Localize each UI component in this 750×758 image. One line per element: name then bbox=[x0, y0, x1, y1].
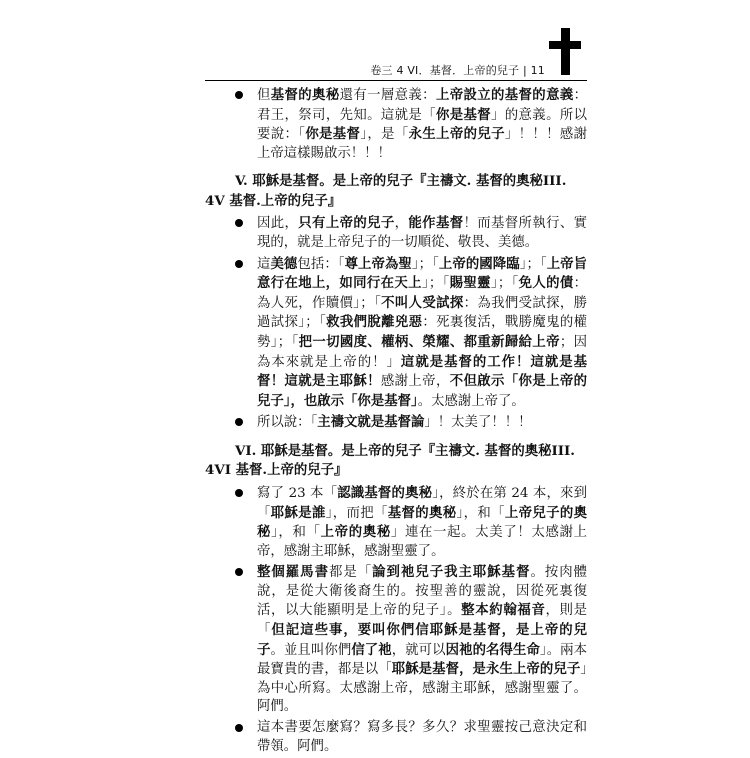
body-text: 」，和「 bbox=[271, 525, 321, 541]
emphasis-text: 不叫人受試探 bbox=[381, 294, 464, 311]
bullet-dot-icon bbox=[235, 260, 243, 268]
emphasis-text: 整本約翰福音 bbox=[461, 602, 546, 619]
body-text: 」的意義。所以要說：「 bbox=[257, 107, 587, 143]
body-text: ；因為本來就是上帝的！」 bbox=[257, 334, 587, 370]
emphasis-text: 基督的奧秘 bbox=[387, 504, 457, 521]
bullet-dot-icon bbox=[235, 489, 243, 497]
body-text: ，則是「 bbox=[257, 603, 588, 639]
emphasis-text: 永生上帝的兒子 bbox=[408, 126, 505, 143]
emphasis-text: 論到祂兒子我主耶穌基督 bbox=[372, 564, 531, 581]
body-text: 」連在一起。太美了！太感謝上帝，感謝主耶穌，感謝聖靈了。 bbox=[257, 525, 588, 559]
bullet-dot-icon bbox=[235, 568, 243, 576]
cross-icon bbox=[549, 28, 581, 75]
body-text: 」，而把「 bbox=[325, 505, 388, 521]
emphasis-text: 只有上帝的兒子 bbox=[298, 215, 395, 232]
body-text: 。並且叫你們 bbox=[270, 642, 352, 658]
body-text: 」，是「 bbox=[360, 127, 409, 143]
body-text: 」；「 bbox=[411, 256, 439, 272]
body-text: 」為中心所寫。太感謝上帝，感謝主耶穌，感謝聖靈了。阿們。 bbox=[257, 662, 588, 715]
page-body bbox=[205, 86, 587, 758]
body-text: 」！！！感謝上帝這樣賜啟示！！！ bbox=[257, 127, 588, 161]
emphasis-text: 上帝的國降臨 bbox=[438, 255, 520, 272]
body-text: ， bbox=[394, 216, 409, 232]
emphasis-text: 上帝旨意行在地上，如同行在天上 bbox=[257, 255, 588, 292]
emphasis-text: 免人的債 bbox=[518, 275, 574, 292]
section-heading bbox=[205, 442, 587, 481]
body-text: 還有一層意義： bbox=[339, 88, 436, 103]
body-text: 但 bbox=[257, 88, 271, 103]
body-text: ：君王，祭司，先知。這就是「 bbox=[257, 88, 587, 123]
body-text: 。太感謝上帝了。 bbox=[417, 393, 525, 409]
emphasis-text: 不但啟示「你是上帝的兒子」，也啟示「你是基督」 bbox=[257, 373, 587, 409]
bullet-item bbox=[205, 413, 587, 433]
emphasis-text: 美德 bbox=[270, 255, 298, 272]
emphasis-text: 耶穌是基督，是永生上帝的兒子 bbox=[391, 661, 581, 678]
body-text: 」，終於在第 24 本，來到「 bbox=[257, 485, 587, 521]
emphasis-text: 基督的奧秘 bbox=[270, 87, 340, 103]
body-text: 感謝上帝， bbox=[380, 374, 450, 390]
emphasis-text: 因祂的名得生命 bbox=[445, 641, 540, 658]
body-text: 」，和「 bbox=[456, 505, 505, 521]
bullet-item bbox=[205, 214, 587, 252]
body-text: 所以說：「 bbox=[257, 415, 318, 431]
body-text: 這本書要怎麼寫？寫多長？多久？求聖靈按己意決定和帶領。阿們。 bbox=[257, 720, 587, 754]
emphasis-text: 上帝設立的基督的意義 bbox=[435, 87, 574, 103]
header-rule bbox=[205, 80, 587, 81]
emphasis-text: 你是基督 bbox=[305, 126, 361, 143]
bullet-dot-icon bbox=[235, 219, 243, 227]
body-text: ！而基督所執行、實現的，就是上帝兒子的一切順從、敬畏、美德。 bbox=[257, 216, 587, 250]
emphasis-text: 能作基督 bbox=[408, 215, 464, 232]
emphasis-text: 尊上帝為聖 bbox=[344, 255, 412, 272]
bullet-item bbox=[205, 484, 587, 561]
section-heading-text: V. 耶穌是基督。是上帝的兒子『主禱文. 基督的奧秘III. 4V 基督.上帝的兒子』 bbox=[205, 173, 567, 209]
body-text: 」；「 bbox=[490, 276, 519, 292]
bullet-dot-icon bbox=[235, 724, 243, 732]
emphasis-text: 這就是基督的工作！這就是基督！這就是主耶穌！ bbox=[257, 353, 588, 390]
body-text: ：死裏復活，戰勝魔鬼的權勢」；「 bbox=[257, 315, 587, 350]
body-text: 因此， bbox=[257, 216, 299, 232]
bullet-dot-icon bbox=[235, 91, 243, 99]
emphasis-text: 但記這些事，要叫你們信耶穌是基督，是上帝的兒子 bbox=[257, 622, 588, 658]
section-heading bbox=[205, 172, 587, 211]
bullet-item bbox=[205, 86, 587, 163]
body-text: 」；「 bbox=[519, 256, 547, 272]
running-header: 卷三 4 VI．基督．上帝的兒子 | 11 bbox=[370, 64, 545, 77]
emphasis-text: 認識基督的奧秘 bbox=[337, 484, 433, 501]
bullet-dot-icon bbox=[235, 418, 243, 426]
body-text: ：為我們受試探，勝過試探」；「 bbox=[257, 295, 587, 331]
emphasis-text: 賜聖靈 bbox=[449, 275, 491, 292]
body-text: 都是「 bbox=[328, 565, 373, 581]
body-text: 寫了 23 本「 bbox=[257, 485, 338, 501]
body-text: 」。兩本最寶貴的書，都是以「 bbox=[257, 642, 588, 678]
body-text: 。按肉體說，是從大衛後裔生的。按聖善的靈說，因從死裏復活，以大能顯明是上帝的兒子」。 bbox=[257, 565, 588, 619]
bullet-item bbox=[205, 255, 587, 412]
body-text: 這 bbox=[257, 256, 271, 272]
body-text: 包括：「 bbox=[297, 256, 345, 272]
emphasis-text: 整個羅馬書 bbox=[257, 564, 329, 581]
body-text: 」！太美了！！！ bbox=[424, 415, 532, 431]
body-text: ，就可以 bbox=[391, 642, 446, 658]
bullet-item bbox=[205, 563, 587, 717]
emphasis-text: 主禱文就是基督論 bbox=[317, 414, 425, 431]
body-text: 」；「 bbox=[421, 276, 450, 292]
emphasis-text: 救我們脫離兇惡 bbox=[326, 314, 423, 331]
emphasis-text: 耶穌是誰 bbox=[270, 504, 326, 521]
emphasis-text: 信了祂 bbox=[351, 641, 392, 658]
body-text: ：為人死，作贖價」；「 bbox=[257, 276, 588, 311]
emphasis-text: 上帝兒子的奧秘 bbox=[257, 504, 587, 541]
bullet-item bbox=[205, 719, 587, 756]
emphasis-text: 上帝的奧秘 bbox=[320, 524, 391, 541]
emphasis-text: 把一切國度、權柄、榮耀、都重新歸給上帝 bbox=[298, 333, 560, 350]
section-heading-text: VI. 耶穌是基督。是上帝的兒子『主禱文. 基督的奧秘III. 4VI 基督.上帝的兒子』 bbox=[205, 442, 575, 479]
emphasis-text: 你是基督 bbox=[435, 106, 492, 123]
